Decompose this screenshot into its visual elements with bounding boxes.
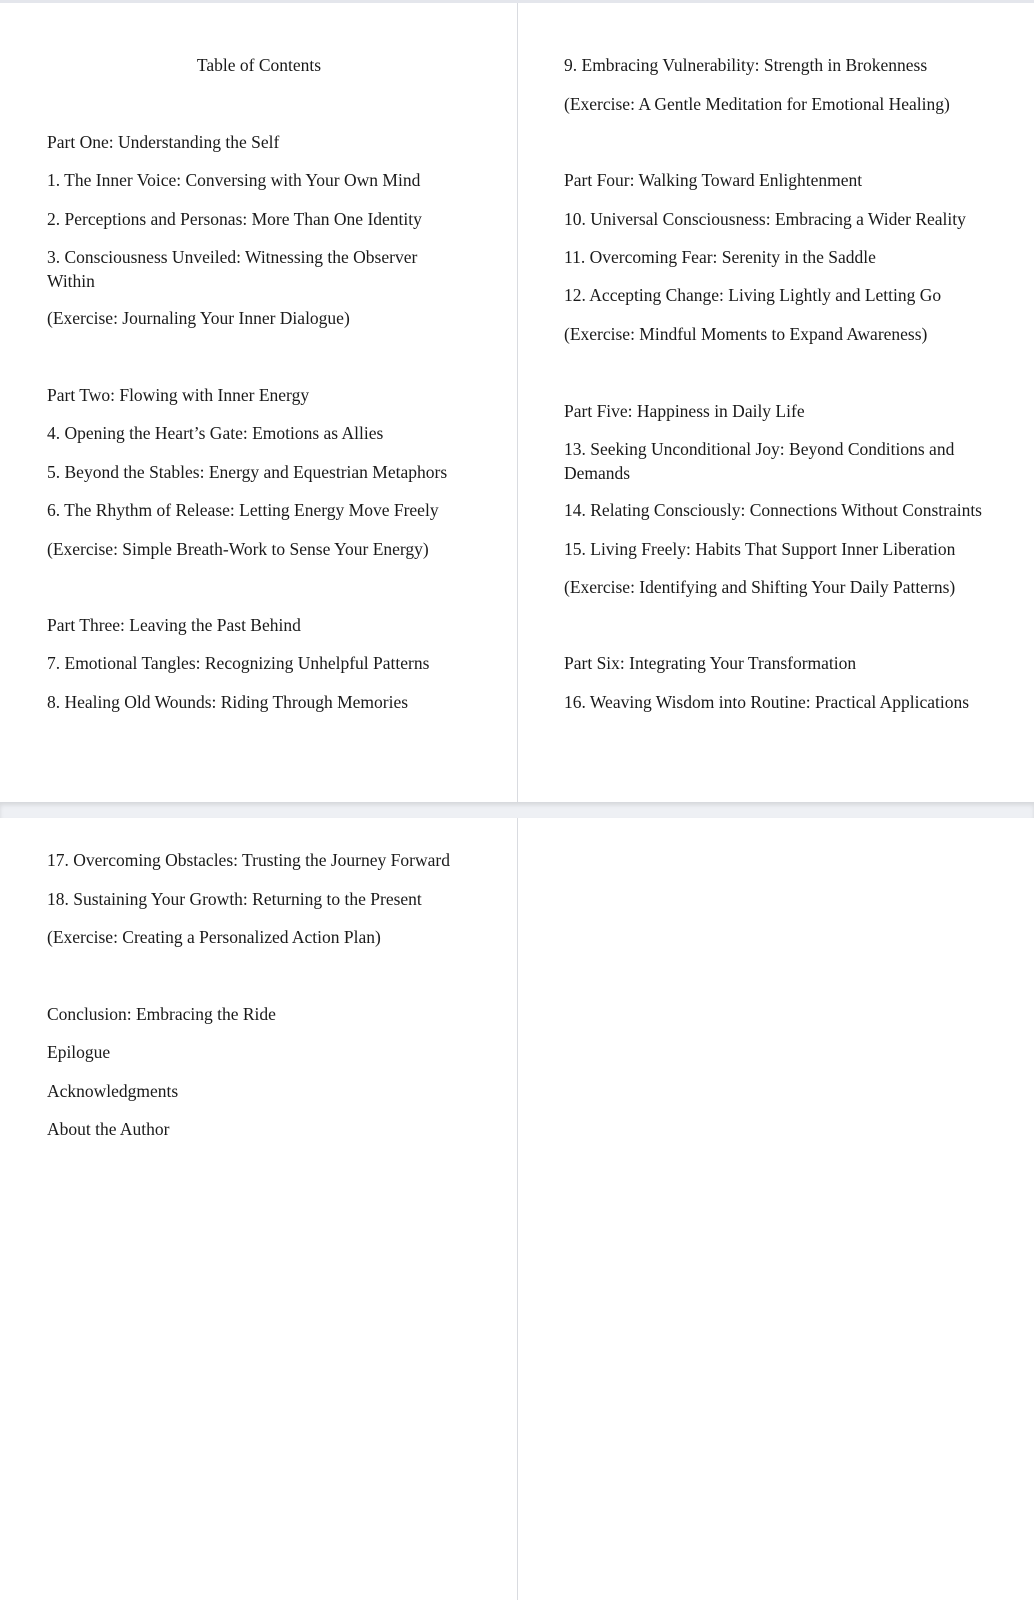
toc-exercise-5[interactable]: (Exercise: Identifying and Shifting Your Daily Patterns) xyxy=(564,577,956,597)
page-divider xyxy=(517,3,518,802)
toc-chapter-11[interactable]: 11. Overcoming Fear: Serenity in the Saddle xyxy=(564,247,876,267)
toc-chapter-10[interactable]: 10. Universal Consciousness: Embracing a Wider Reality xyxy=(564,209,966,229)
toc-part-1[interactable]: Part One: Understanding the Self xyxy=(47,132,280,152)
toc-exercise-3[interactable]: (Exercise: A Gentle Meditation for Emotional Healing) xyxy=(564,94,950,114)
toc-part-6[interactable]: Part Six: Integrating Your Transformation xyxy=(564,653,857,673)
page-separator xyxy=(0,802,1034,818)
toc-part-2[interactable]: Part Two: Flowing with Inner Energy xyxy=(47,385,310,405)
toc-acknowledgments[interactable]: Acknowledgments xyxy=(47,1081,179,1101)
toc-chapter-9[interactable]: 9. Embracing Vulnerability: Strength in Brokenness xyxy=(564,55,928,75)
toc-epilogue[interactable]: Epilogue xyxy=(47,1042,111,1062)
toc-chapter-3[interactable]: 3. Consciousness Unveiled: Witnessing the Observer Within xyxy=(47,247,418,291)
toc-chapter-16[interactable]: 16. Weaving Wisdom into Routine: Practical Applications xyxy=(564,692,970,712)
page-spread-2 xyxy=(0,818,1034,1600)
toc-chapter-7[interactable]: 7. Emotional Tangles: Recognizing Unhelpful Patterns xyxy=(47,653,430,673)
toc-chapter-12[interactable]: 12. Accepting Change: Living Lightly and Letting Go xyxy=(564,285,942,305)
right-page-blank xyxy=(564,818,1004,1600)
toc-chapter-2[interactable]: 2. Perceptions and Personas: More Than One Identity xyxy=(47,209,422,229)
toc-conclusion[interactable]: Conclusion: Embracing the Ride xyxy=(47,1004,276,1024)
toc-part-5[interactable]: Part Five: Happiness in Daily Life xyxy=(564,401,805,421)
toc-chapter-8[interactable]: 8. Healing Old Wounds: Riding Through Memories xyxy=(47,692,409,712)
toc-chapter-5[interactable]: 5. Beyond the Stables: Energy and Equestrian Metaphors xyxy=(47,462,448,482)
toc-exercise-1[interactable]: (Exercise: Journaling Your Inner Dialogue) xyxy=(47,308,350,328)
page-divider xyxy=(517,818,518,1600)
right-page xyxy=(564,3,1004,802)
toc-chapter-13[interactable]: 13. Seeking Unconditional Joy: Beyond Conditions and Demands xyxy=(564,439,955,483)
toc-exercise-2[interactable]: (Exercise: Simple Breath-Work to Sense Your Energy) xyxy=(47,539,429,559)
toc-exercise-6[interactable]: (Exercise: Creating a Personalized Action Plan) xyxy=(47,927,381,947)
left-page xyxy=(47,3,477,802)
toc-chapter-15[interactable]: 15. Living Freely: Habits That Support Inner Liberation xyxy=(564,539,956,559)
toc-part-4[interactable]: Part Four: Walking Toward Enlightenment xyxy=(564,170,863,190)
toc-exercise-4[interactable]: (Exercise: Mindful Moments to Expand Awareness) xyxy=(564,324,928,344)
toc-chapter-1[interactable]: 1. The Inner Voice: Conversing with Your Own Mind xyxy=(47,170,421,190)
toc-chapter-14[interactable]: 14. Relating Consciously: Connections Without Constraints xyxy=(564,500,982,520)
toc-part-3[interactable]: Part Three: Leaving the Past Behind xyxy=(47,615,301,635)
toc-chapter-17[interactable]: 17. Overcoming Obstacles: Trusting the Journey Forward xyxy=(47,850,450,870)
toc-chapter-4[interactable]: 4. Opening the Heart’s Gate: Emotions as Allies xyxy=(47,423,384,443)
toc-title: Table of Contents xyxy=(196,55,322,75)
toc-about-author[interactable]: About the Author xyxy=(47,1119,170,1139)
toc-chapter-18[interactable]: 18. Sustaining Your Growth: Returning to the Present xyxy=(47,889,422,909)
toc-chapter-6[interactable]: 6. The Rhythm of Release: Letting Energy Move Freely xyxy=(47,500,439,520)
left-page xyxy=(47,818,477,1600)
